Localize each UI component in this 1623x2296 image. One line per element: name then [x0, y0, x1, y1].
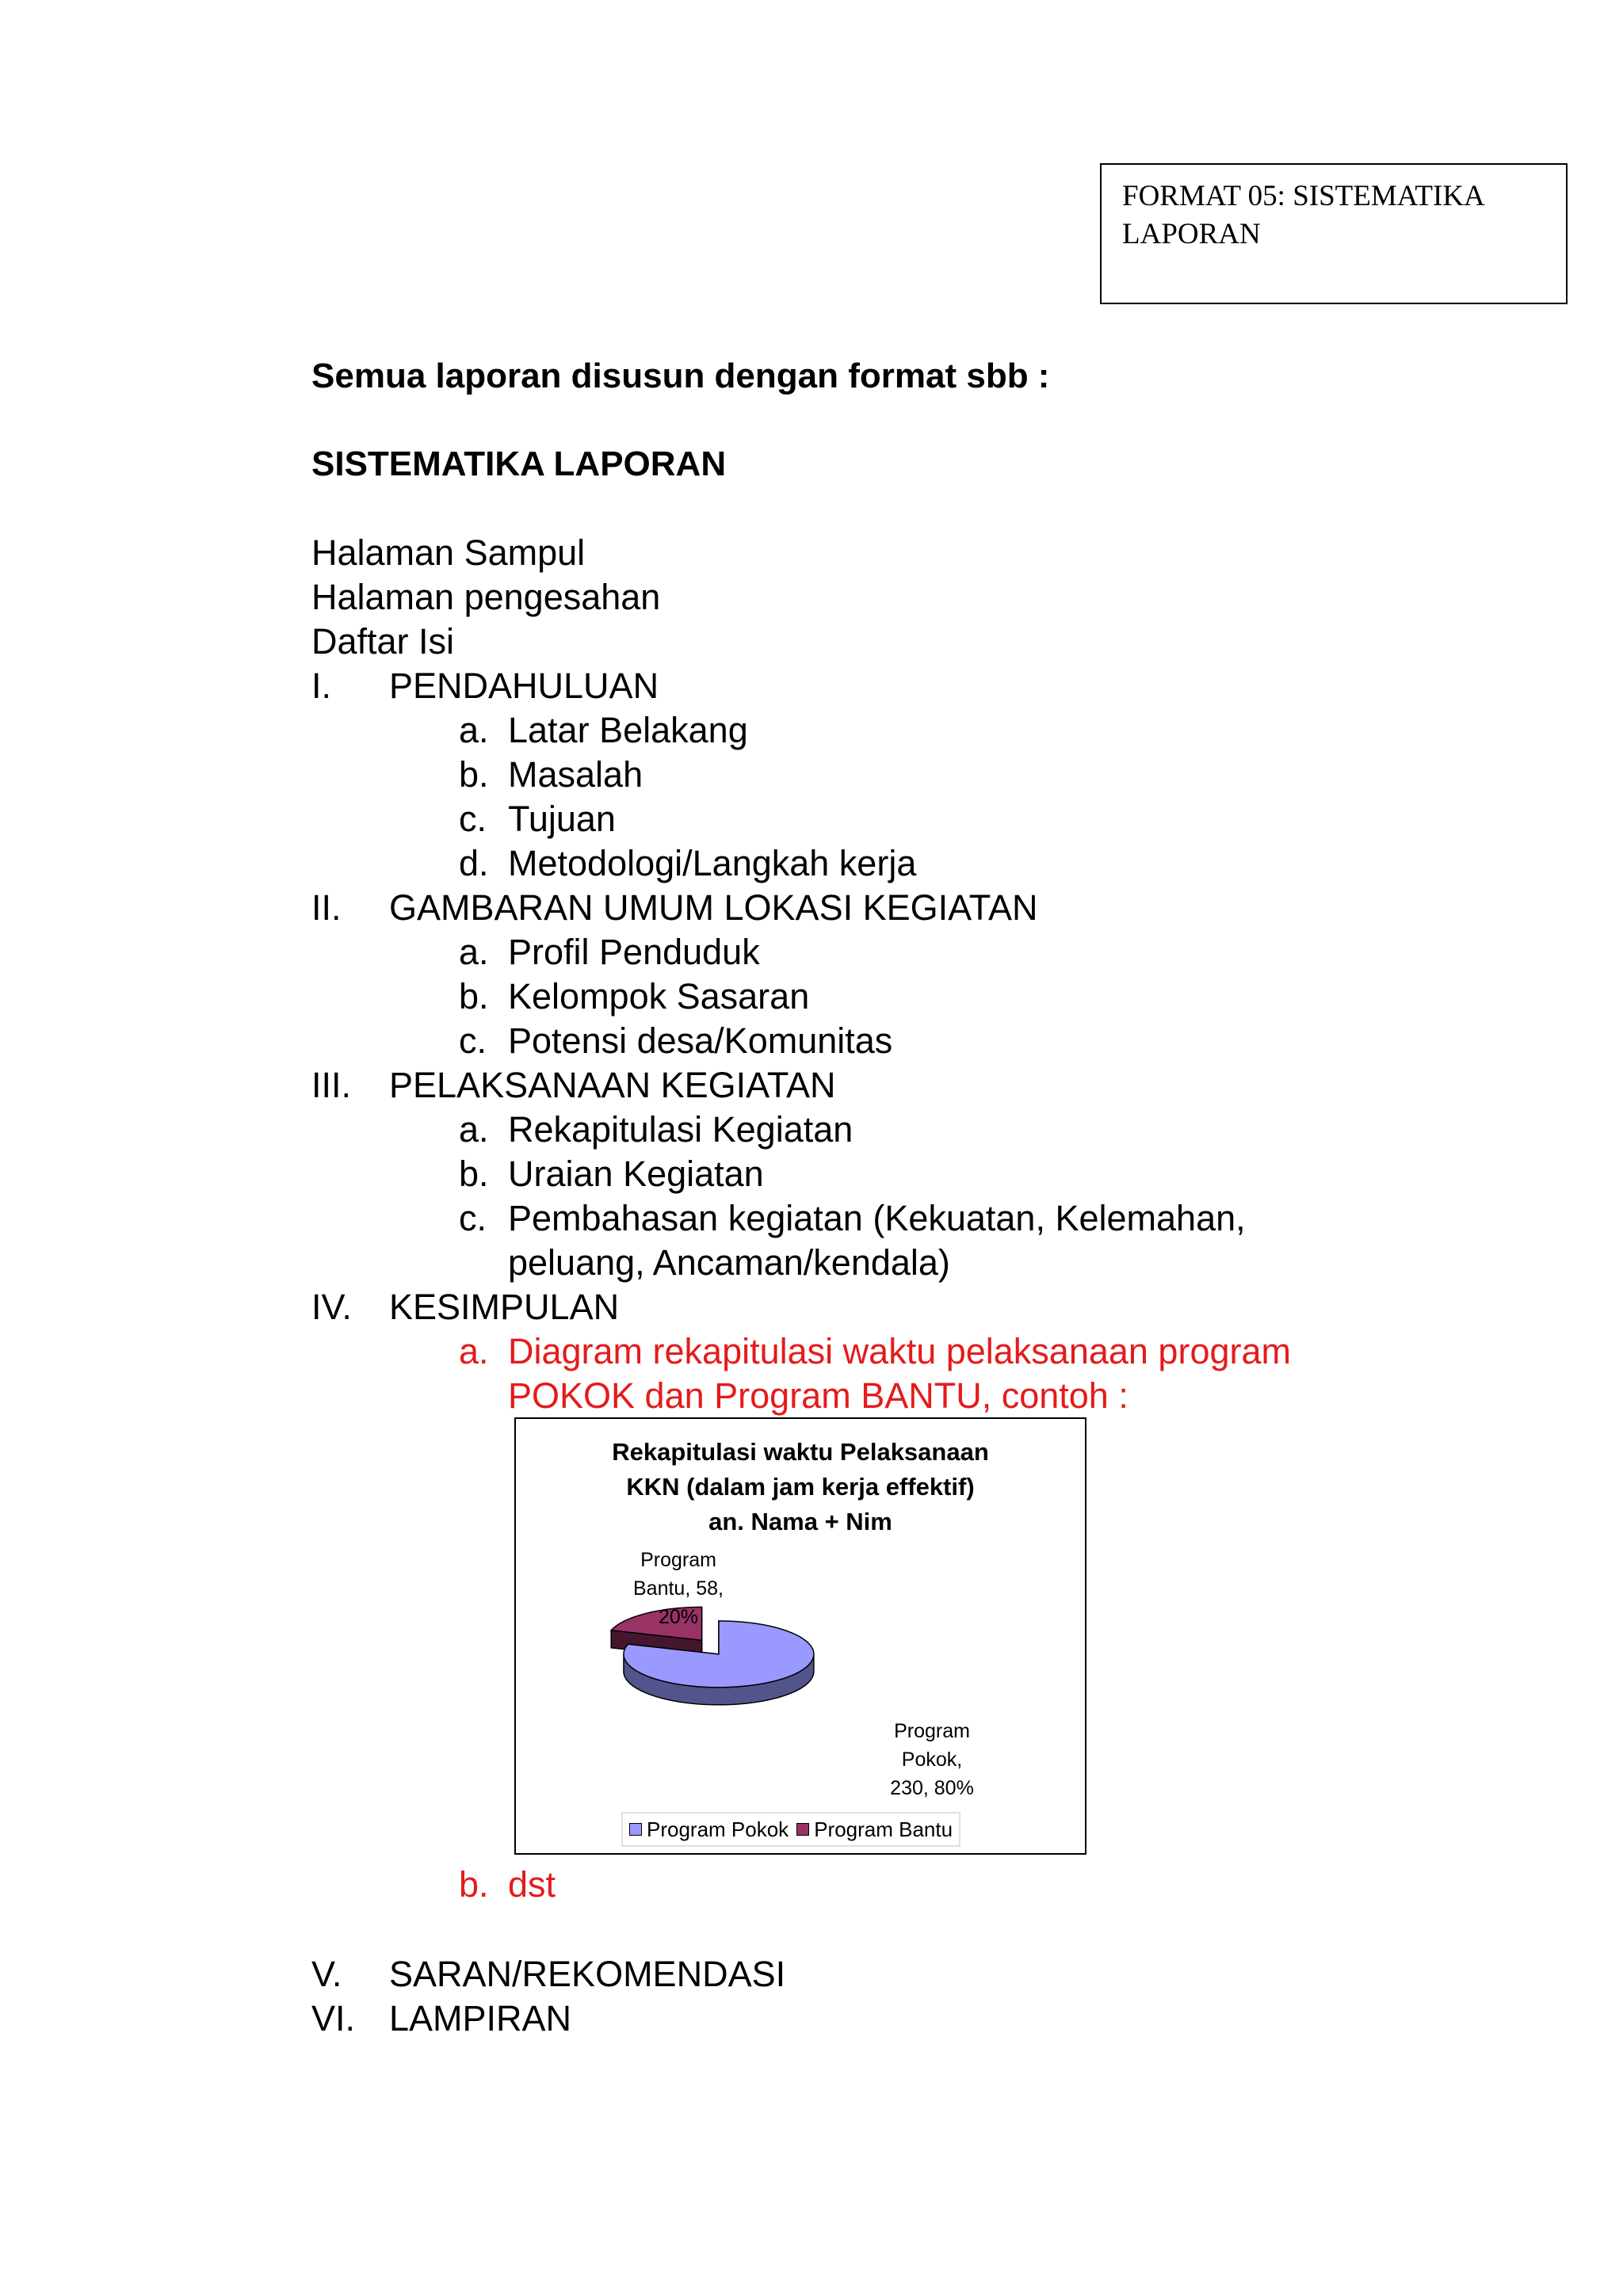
intro-heading: Semua laporan disusun dengan format sbb :	[311, 357, 1050, 395]
item-letter: a.	[459, 1109, 489, 1150]
document-title: SISTEMATIKA LAPORAN	[311, 444, 727, 483]
item-letter: b.	[459, 976, 489, 1016]
section-number: VI.	[311, 1998, 356, 2039]
section-title: PENDAHULUAN	[389, 666, 659, 706]
section-number: I.	[311, 666, 332, 706]
front-matter-toc: Daftar Isi	[311, 621, 455, 662]
slice-label-bantu	[611, 1546, 746, 1631]
slice-label-line: Bantu, 58,	[633, 1577, 724, 1600]
chart-legend	[621, 1812, 960, 1847]
item-text-continued: peluang, Ancaman/kendala)	[508, 1242, 950, 1283]
section-number: III.	[311, 1065, 352, 1105]
item-letter: a.	[459, 932, 489, 972]
chart-title-line: Rekapitulasi waktu Pelaksanaan	[612, 1438, 989, 1466]
section-number: IV.	[311, 1287, 352, 1327]
legend-item	[796, 1817, 953, 1842]
item-text: Rekapitulasi Kegiatan	[508, 1109, 854, 1150]
item-letter: b.	[459, 1154, 489, 1194]
item-letter: c.	[459, 1198, 487, 1238]
item-text: Potensi desa/Komunitas	[508, 1020, 893, 1061]
item-text: Diagram rekapitulasi waktu pelaksanaan program	[508, 1331, 1292, 1371]
chart-title-line: KKN (dalam jam kerja effektif)	[626, 1473, 975, 1501]
section-title: KESIMPULAN	[389, 1287, 620, 1327]
section-number: V.	[311, 1954, 342, 1994]
section-title: PELAKSANAAN KEGIATAN	[389, 1065, 836, 1105]
slice-label-line: Program	[894, 1720, 970, 1742]
section-title: LAMPIRAN	[389, 1998, 572, 2039]
slice-label-line: Program	[640, 1549, 716, 1571]
section-title: GAMBARAN UMUM LOKASI KEGIATAN	[389, 887, 1038, 928]
item-text: Pembahasan kegiatan (Kekuatan, Kelemahan,	[508, 1198, 1246, 1238]
front-matter-approval: Halaman pengesahan	[311, 577, 661, 617]
item-text: Kelompok Sasaran	[508, 976, 810, 1016]
legend-item	[629, 1817, 789, 1842]
section-title: SARAN/REKOMENDASI	[389, 1954, 786, 1994]
item-letter: c.	[459, 1020, 487, 1061]
item-text: Uraian Kegiatan	[508, 1154, 764, 1194]
item-letter: b.	[459, 1864, 489, 1905]
format-label-line2: LAPORAN	[1122, 218, 1261, 250]
item-text: Latar Belakang	[508, 710, 748, 750]
section-number: II.	[311, 887, 342, 928]
item-letter: d.	[459, 843, 489, 883]
item-text: dst	[508, 1864, 556, 1905]
format-label-line1: FORMAT 05: SISTEMATIKA	[1122, 180, 1485, 212]
item-text-continued: POKOK dan Program BANTU, contoh :	[508, 1375, 1128, 1416]
pie-plot	[516, 1419, 1085, 1853]
legend-swatch	[796, 1823, 809, 1836]
item-text: Metodologi/Langkah kerja	[508, 843, 917, 883]
item-letter: b.	[459, 754, 489, 795]
format-label-box	[1100, 163, 1568, 304]
item-text: Tujuan	[508, 799, 616, 839]
item-text: Masalah	[508, 754, 643, 795]
front-matter-cover: Halaman Sampul	[311, 532, 586, 573]
legend-label: Program Pokok	[647, 1817, 789, 1841]
pie-chart	[514, 1417, 1086, 1855]
legend-swatch	[629, 1823, 642, 1836]
slice-label-pokok	[865, 1717, 999, 1802]
slice-label-line: 20%	[658, 1606, 699, 1628]
item-letter: a.	[459, 710, 489, 750]
slice-label-line: 230, 80%	[890, 1777, 974, 1799]
item-letter: c.	[459, 799, 487, 839]
item-letter: a.	[459, 1331, 489, 1371]
slice-label-line: Pokok,	[901, 1749, 963, 1771]
chart-title-line: an. Nama + Nim	[708, 1508, 892, 1535]
legend-label: Program Bantu	[814, 1817, 953, 1841]
item-text: Profil Penduduk	[508, 932, 760, 972]
